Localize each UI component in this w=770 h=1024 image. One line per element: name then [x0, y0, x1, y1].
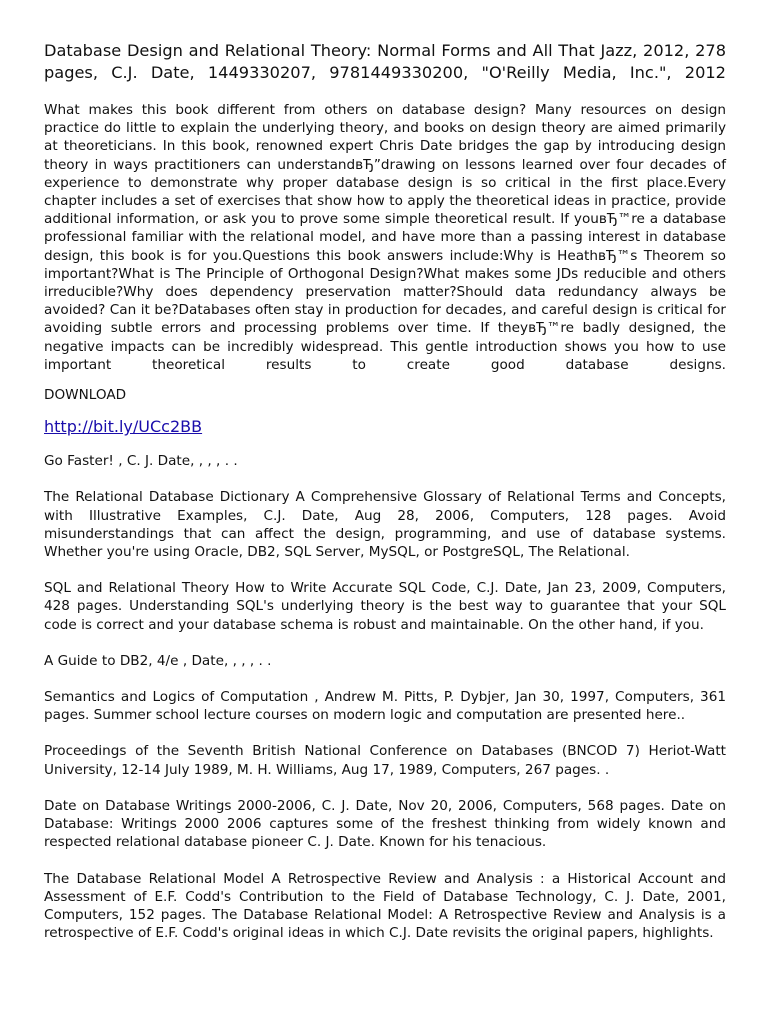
related-book-entry: Proceedings of the Seventh British National Conference on Databases (BNCOD 7) Heriot-Watt University, 12-14 July 1989, M. H. Williams, Aug 17, 1989, Computers, 267 pages. . [44, 743, 726, 778]
related-book-entry: The Relational Database Dictionary A Comprehensive Glossary of Relational Terms and Concepts, with Illustrative Examples, C.J. Date, Aug 28, 2006, Computers, 128 pages. Avoid misunderstandings that can affect the design, programming, and use of database systems. Whether you're using Oracle, DB2, SQL Server, MySQL, or PostgreSQL, The Relational. [44, 489, 726, 561]
download-link[interactable]: http://bit.ly/UCc2BB [44, 417, 203, 437]
related-book-entry: A Guide to DB2, 4/e , Date, , , , . . [44, 652, 272, 669]
related-book-entry: Go Faster! , C. J. Date, , , , . . [44, 453, 238, 470]
download-label: DOWNLOAD [44, 387, 127, 404]
book-description: What makes this book different from others on database design? Many resources on design practice do little to explain the underlying theory, and books on design theory are aimed primarily at theoreticians. In this book, renowned expert Chris Date bridges the gap by introducing design theory in ways practitioners can understandвЂ”drawing on lessons learned over four decades of experience to demonstrate why proper database design is so critical in the first place.Every chapter includes a set of exercises that show how to apply the theoretical ideas in practice, provide additional information, or ask you to prove some simple theoretical result. If youвЂ™re a database professional familiar with the relational model, and have more than a passing interest in database design, this book is for you.Questions this book answers include:Why is HeathвЂ™s Theorem so important?What is The Principle of Orthogonal Design?What makes some JDs reducible and others irreducible?Why does dependency preservation matter?Should data redundancy always be avoided? Can it be?Databases often stay in production for decades, and careful design is critical for avoiding subtle errors and processing problems over time. If theyвЂ™re badly designed, the negative impacts can be incredibly widespread. This gentle introduction shows you how to use important theoretical results to create good database designs. [44, 102, 726, 373]
related-book-entry: Date on Database Writings 2000-2006, C. J. Date, Nov 20, 2006, Computers, 568 pages. Date on Database: Writings 2000 2006 captures some of the freshest thinking from widely known and respected relational database pioneer C. J. Date. Known for his tenacious. [44, 797, 726, 851]
related-book-entry: SQL and Relational Theory How to Write Accurate SQL Code, C.J. Date, Jan 23, 2009, Computers, 428 pages. Understanding SQL's underlying theory is the best way to guarantee that your SQL code is correct and your database schema is robust and maintainable. On the other hand, if you. [44, 580, 726, 633]
book-title: Database Design and Relational Theory: Normal Forms and All That Jazz, 2012, 278 pages, C.J. Date, 1449330207, 9781449330200, "O'Reilly Media, Inc.", 2012 [44, 41, 726, 82]
related-book-entry: Semantics and Logics of Computation , Andrew M. Pitts, P. Dybjer, Jan 30, 1997, Computers, 361 pages. Summer school lecture courses on modern logic and computation are presented here.. [44, 689, 726, 724]
related-book-entry: The Database Relational Model A Retrospective Review and Analysis : a Historical Account and Assessment of E.F. Codd's Contribution to the Field of Database Technology, C. J. Date, 2001, Computers, 152 pages. The Database Relational Model: A Retrospective Review and Analysis is a retrospective of E.F. Codd's original ideas in which C.J. Date revisits the original papers, highlights. [44, 870, 726, 942]
